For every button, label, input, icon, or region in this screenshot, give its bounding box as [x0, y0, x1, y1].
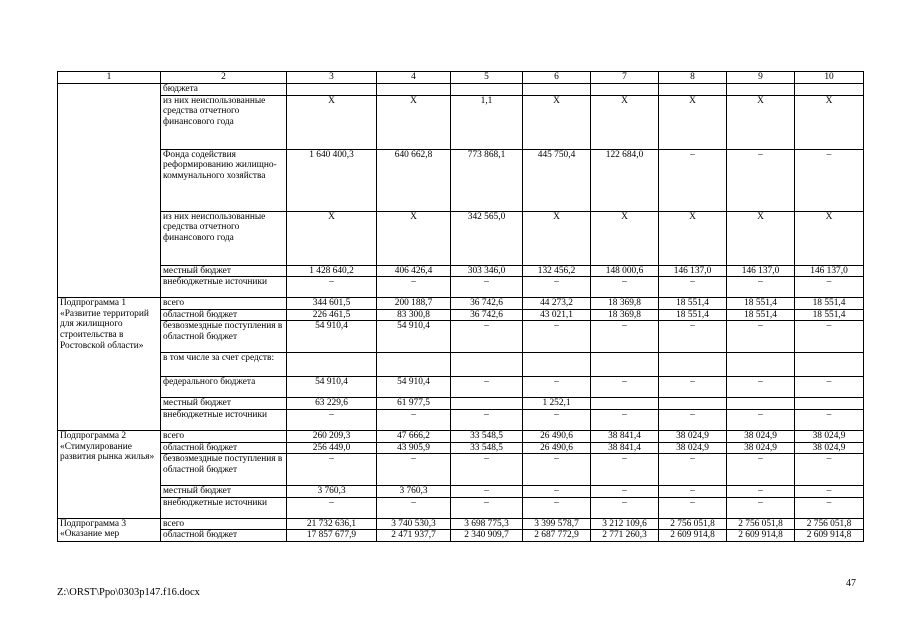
value-cell: 38 024,9: [727, 430, 795, 442]
value-cell: –: [451, 377, 523, 398]
column-header: 1: [58, 72, 161, 84]
table-row: [58, 353, 864, 377]
value-cell: –: [795, 454, 864, 486]
value-cell: –: [523, 454, 591, 486]
value-cell: –: [591, 486, 659, 498]
value-cell: X: [795, 95, 864, 149]
value-cell: –: [523, 277, 591, 298]
page-number: 47: [846, 578, 856, 589]
table-row: [58, 398, 864, 410]
value-cell: [659, 353, 727, 377]
source-cell: в том числе за счет средств:: [161, 353, 287, 377]
value-cell: –: [591, 321, 659, 353]
header-row: [58, 72, 864, 84]
value-cell: –: [287, 409, 377, 430]
value-cell: 18 551,4: [795, 309, 864, 321]
value-cell: 21 732 636,1: [287, 518, 377, 530]
source-cell: всего: [161, 430, 287, 442]
table-row: [58, 430, 864, 442]
value-cell: 260 209,3: [287, 430, 377, 442]
value-cell: [377, 353, 451, 377]
table-row: [58, 518, 864, 530]
value-cell: X: [659, 95, 727, 149]
value-cell: [451, 353, 523, 377]
source-cell: областной бюджет: [161, 442, 287, 454]
value-cell: –: [451, 454, 523, 486]
value-cell: 344 601,5: [287, 298, 377, 310]
source-cell: бюджета: [161, 84, 287, 96]
value-cell: [523, 353, 591, 377]
value-cell: 2 340 909,7: [451, 530, 523, 542]
value-cell: X: [287, 211, 377, 265]
value-cell: [523, 84, 591, 96]
value-cell: –: [795, 409, 864, 430]
program-cell: Подпрограмма 2 «Стимулирование развития рынка жилья»: [58, 430, 161, 518]
value-cell: –: [727, 486, 795, 498]
value-cell: 43 021,1: [523, 309, 591, 321]
value-cell: 18 551,4: [795, 298, 864, 310]
value-cell: –: [287, 277, 377, 298]
value-cell: 3 760,3: [287, 486, 377, 498]
value-cell: 38 024,9: [727, 442, 795, 454]
value-cell: –: [523, 497, 591, 518]
value-cell: [727, 84, 795, 96]
value-cell: 445 750,4: [523, 149, 591, 211]
value-cell: 3 760,3: [377, 486, 451, 498]
source-cell: всего: [161, 298, 287, 310]
table-row: [58, 486, 864, 498]
value-cell: 44 273,2: [523, 298, 591, 310]
value-cell: X: [591, 95, 659, 149]
value-cell: 3 698 775,3: [451, 518, 523, 530]
value-cell: –: [727, 149, 795, 211]
value-cell: X: [727, 211, 795, 265]
value-cell: 63 229,6: [287, 398, 377, 410]
value-cell: 54 910,4: [287, 377, 377, 398]
table-row: [58, 84, 864, 96]
value-cell: 38 024,9: [659, 442, 727, 454]
value-cell: –: [727, 277, 795, 298]
value-cell: 43 905,9: [377, 442, 451, 454]
budget-table: [57, 71, 864, 542]
value-cell: [377, 84, 451, 96]
table-row: [58, 454, 864, 486]
table-row: [58, 95, 864, 149]
program-cell: [58, 84, 161, 298]
value-cell: –: [377, 454, 451, 486]
value-cell: 1 640 400,3: [287, 149, 377, 211]
value-cell: X: [377, 211, 451, 265]
value-cell: 773 868,1: [451, 149, 523, 211]
value-cell: 36 742,6: [451, 298, 523, 310]
source-cell: внебюджетные источники: [161, 277, 287, 298]
column-header: 2: [161, 72, 287, 84]
value-cell: –: [451, 277, 523, 298]
column-header: 8: [659, 72, 727, 84]
value-cell: 18 369,8: [591, 309, 659, 321]
footer-file-path: Z:\ORST\Ppo\0303p147.f16.docx: [57, 587, 200, 598]
source-cell: Фонда содействия реформированию жилищно-коммунального хозяйства: [161, 149, 287, 211]
value-cell: –: [377, 277, 451, 298]
value-cell: [451, 84, 523, 96]
value-cell: –: [591, 454, 659, 486]
value-cell: 26 490,6: [523, 430, 591, 442]
value-cell: –: [287, 497, 377, 518]
source-cell: внебюджетные источники: [161, 497, 287, 518]
value-cell: 38 024,9: [659, 430, 727, 442]
value-cell: –: [727, 454, 795, 486]
program-cell: Подпрограмма 1 «Развитие территорий для жилищного строительства в Ростовской области»: [58, 298, 161, 431]
value-cell: [287, 353, 377, 377]
value-cell: –: [591, 277, 659, 298]
value-cell: –: [591, 409, 659, 430]
value-cell: 33 548,5: [451, 430, 523, 442]
program-cell: Подпрограмма 3 «Оказание мер: [58, 518, 161, 541]
column-header: 10: [795, 72, 864, 84]
value-cell: 148 000,6: [591, 265, 659, 277]
value-cell: 2 771 260,3: [591, 530, 659, 542]
value-cell: X: [659, 211, 727, 265]
value-cell: 122 684,0: [591, 149, 659, 211]
value-cell: 3 740 530,3: [377, 518, 451, 530]
value-cell: –: [523, 321, 591, 353]
table-row: [58, 277, 864, 298]
value-cell: [591, 84, 659, 96]
value-cell: 342 565,0: [451, 211, 523, 265]
value-cell: [451, 398, 523, 410]
value-cell: 3 212 109,6: [591, 518, 659, 530]
source-cell: из них неиспользованные средства отчетного финансового года: [161, 211, 287, 265]
value-cell: 406 426,4: [377, 265, 451, 277]
value-cell: –: [523, 486, 591, 498]
value-cell: 146 137,0: [795, 265, 864, 277]
value-cell: 1 428 640,2: [287, 265, 377, 277]
value-cell: 18 551,4: [727, 309, 795, 321]
column-header: 5: [451, 72, 523, 84]
value-cell: –: [451, 486, 523, 498]
value-cell: –: [377, 409, 451, 430]
value-cell: 18 551,4: [659, 298, 727, 310]
value-cell: 3 399 578,7: [523, 518, 591, 530]
value-cell: 38 841,4: [591, 430, 659, 442]
value-cell: –: [591, 497, 659, 518]
source-cell: местный бюджет: [161, 486, 287, 498]
value-cell: –: [795, 277, 864, 298]
source-cell: из них неиспользованные средства отчетного финансового года: [161, 95, 287, 149]
table-row: [58, 497, 864, 518]
value-cell: –: [377, 497, 451, 518]
value-cell: 2 687 772,9: [523, 530, 591, 542]
value-cell: 226 461,5: [287, 309, 377, 321]
value-cell: –: [727, 497, 795, 518]
value-cell: 18 551,4: [727, 298, 795, 310]
value-cell: –: [287, 454, 377, 486]
value-cell: 1,1: [451, 95, 523, 149]
source-cell: областной бюджет: [161, 530, 287, 542]
table-row: [58, 377, 864, 398]
value-cell: 38 024,9: [795, 442, 864, 454]
value-cell: –: [727, 321, 795, 353]
table-row: [58, 530, 864, 542]
column-header: 6: [523, 72, 591, 84]
value-cell: 61 977,5: [377, 398, 451, 410]
table-row: [58, 321, 864, 353]
source-cell: безвозмездные поступления в областной бюджет: [161, 321, 287, 353]
value-cell: 17 857 677,9: [287, 530, 377, 542]
value-cell: 303 346,0: [451, 265, 523, 277]
value-cell: X: [287, 95, 377, 149]
value-cell: [659, 398, 727, 410]
value-cell: –: [795, 321, 864, 353]
value-cell: –: [451, 321, 523, 353]
source-cell: безвозмездные поступления в областной бюджет: [161, 454, 287, 486]
value-cell: 146 137,0: [727, 265, 795, 277]
table-row: [58, 442, 864, 454]
value-cell: –: [523, 377, 591, 398]
value-cell: X: [377, 95, 451, 149]
value-cell: [591, 398, 659, 410]
table-row: [58, 265, 864, 277]
table-row: [58, 309, 864, 321]
value-cell: X: [795, 211, 864, 265]
value-cell: –: [659, 409, 727, 430]
value-cell: [659, 84, 727, 96]
value-cell: 33 548,5: [451, 442, 523, 454]
value-cell: X: [591, 211, 659, 265]
value-cell: 54 910,4: [287, 321, 377, 353]
value-cell: [287, 84, 377, 96]
value-cell: 54 910,4: [377, 377, 451, 398]
column-header: 3: [287, 72, 377, 84]
value-cell: 38 841,4: [591, 442, 659, 454]
value-cell: –: [727, 409, 795, 430]
value-cell: –: [659, 277, 727, 298]
value-cell: [795, 353, 864, 377]
table-row: [58, 409, 864, 430]
value-cell: [727, 398, 795, 410]
value-cell: [795, 84, 864, 96]
column-header: 4: [377, 72, 451, 84]
value-cell: X: [727, 95, 795, 149]
value-cell: 1 252,1: [523, 398, 591, 410]
value-cell: 2 756 051,8: [659, 518, 727, 530]
value-cell: –: [591, 377, 659, 398]
source-cell: местный бюджет: [161, 265, 287, 277]
value-cell: 2 471 937,7: [377, 530, 451, 542]
value-cell: –: [795, 486, 864, 498]
value-cell: 2 756 051,8: [795, 518, 864, 530]
value-cell: 200 188,7: [377, 298, 451, 310]
table-row: [58, 211, 864, 265]
value-cell: 47 666,2: [377, 430, 451, 442]
value-cell: –: [659, 377, 727, 398]
value-cell: –: [451, 497, 523, 518]
value-cell: –: [795, 377, 864, 398]
value-cell: –: [727, 377, 795, 398]
value-cell: 132 456,2: [523, 265, 591, 277]
value-cell: –: [659, 497, 727, 518]
source-cell: внебюджетные источники: [161, 409, 287, 430]
value-cell: 18 369,8: [591, 298, 659, 310]
value-cell: [591, 353, 659, 377]
value-cell: [795, 398, 864, 410]
source-cell: всего: [161, 518, 287, 530]
value-cell: –: [795, 497, 864, 518]
value-cell: 26 490,6: [523, 442, 591, 454]
value-cell: 640 662,8: [377, 149, 451, 211]
value-cell: 256 449,0: [287, 442, 377, 454]
value-cell: 146 137,0: [659, 265, 727, 277]
value-cell: 54 910,4: [377, 321, 451, 353]
source-cell: федерального бюджета: [161, 377, 287, 398]
value-cell: 38 024,9: [795, 430, 864, 442]
value-cell: –: [659, 454, 727, 486]
column-header: 9: [727, 72, 795, 84]
value-cell: X: [523, 211, 591, 265]
value-cell: [727, 353, 795, 377]
source-cell: местный бюджет: [161, 398, 287, 410]
value-cell: 2 756 051,8: [727, 518, 795, 530]
value-cell: 2 609 914,8: [659, 530, 727, 542]
source-cell: областной бюджет: [161, 309, 287, 321]
value-cell: 36 742,6: [451, 309, 523, 321]
column-header: 7: [591, 72, 659, 84]
value-cell: –: [795, 149, 864, 211]
value-cell: 2 609 914,8: [795, 530, 864, 542]
table-row: [58, 149, 864, 211]
value-cell: –: [659, 321, 727, 353]
table-row: [58, 298, 864, 310]
value-cell: 2 609 914,8: [727, 530, 795, 542]
value-cell: X: [523, 95, 591, 149]
value-cell: 83 300,8: [377, 309, 451, 321]
value-cell: –: [523, 409, 591, 430]
value-cell: –: [659, 149, 727, 211]
value-cell: –: [659, 486, 727, 498]
value-cell: 18 551,4: [659, 309, 727, 321]
value-cell: –: [451, 409, 523, 430]
